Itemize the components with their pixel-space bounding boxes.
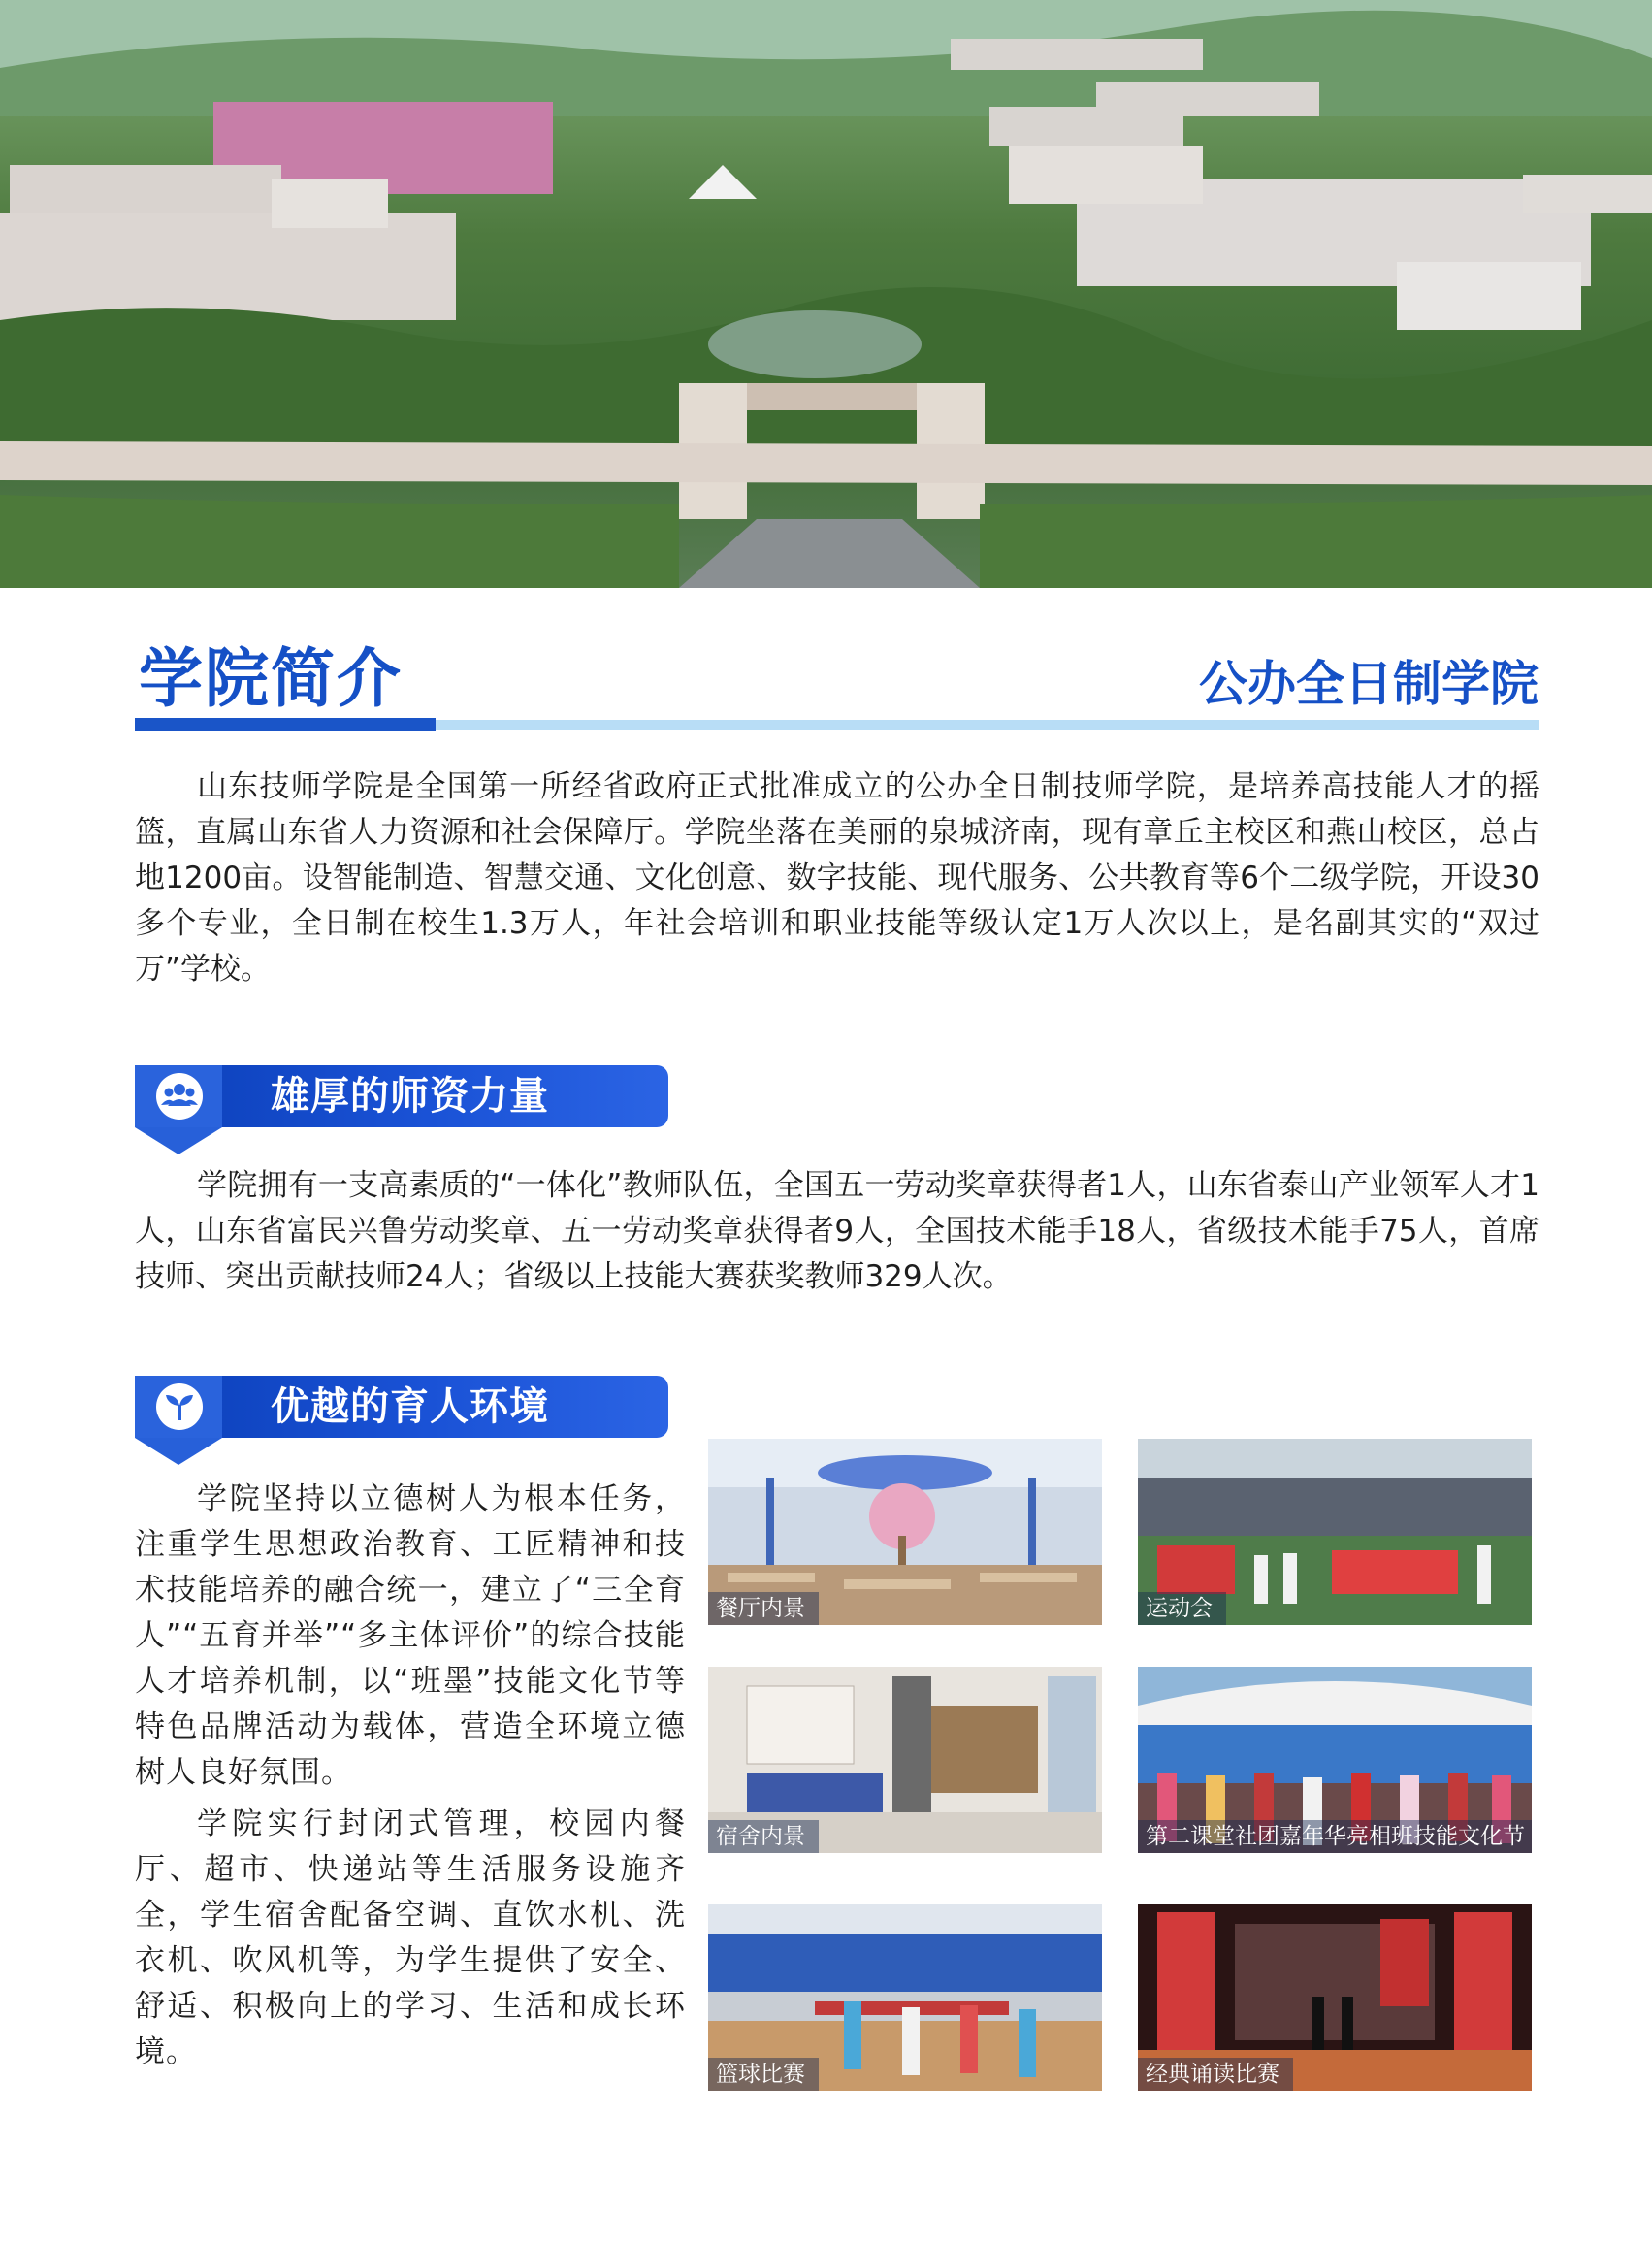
dorm-photo-caption: 宿舍内景 [708, 1820, 819, 1853]
environment-section-title: 优越的育人环境 [271, 1384, 549, 1429]
intro-section [135, 764, 1539, 992]
environment-paragraph-2: 学院实行封闭式管理，校园内餐厅、超市、快递站等生活服务设施齐全，学生宿舍配备空调、直饮水机、洗衣机、吹风机等，为学生提供了安全、舒适、积极向上的学习、生活和成长环境。 [135, 1806, 686, 2069]
page-title: 学院简介 [139, 640, 403, 716]
banner-notch [135, 1127, 222, 1154]
sprout-icon [135, 1376, 222, 1438]
campus-aerial-illustration [0, 0, 1652, 588]
faculty-section [135, 1163, 1539, 1300]
title-underline-light [436, 720, 1539, 730]
banner-notch [135, 1438, 222, 1465]
page-subtitle: 公办全日制学院 [1199, 655, 1539, 712]
faculty-section-banner [135, 1065, 668, 1127]
canteen-photo [708, 1439, 1102, 1625]
basketball-photo-caption: 篮球比赛 [708, 2058, 819, 2091]
title-underline-dark [135, 718, 436, 731]
environment-section-banner [135, 1376, 668, 1438]
recitation-photo-caption: 经典诵读比赛 [1138, 2058, 1293, 2091]
faculty-section-title: 雄厚的师资力量 [271, 1074, 549, 1119]
sports-meet-photo [1138, 1439, 1532, 1625]
festival-photo-caption: 第二课堂社团嘉年华亮相班技能文化节 [1138, 1820, 1532, 1853]
recitation-photo [1138, 1904, 1532, 2091]
basketball-photo [708, 1904, 1102, 2091]
campus-aerial-photo [0, 0, 1652, 588]
sports-meet-photo-caption: 运动会 [1138, 1592, 1226, 1625]
intro-paragraph: 山东技师学院是全国第一所经省政府正式批准成立的公办全日制技师学院，是培养高技能人才的摇篮，直属山东省人力资源和社会保障厅。学院坐落在美丽的泉城济南，现有章丘主校区和燕山校区，总占地1200亩。设智能制造、智慧交通、文化创意、数字技能、现代服务、公共教育等6个二级学院，开设30多个专业，全日制在校生1.3万人，年社会培训和职业技能等级认定1万人次以上，是名副其实的“双过万”学校。 [135, 769, 1539, 987]
people-icon [135, 1065, 222, 1127]
dorm-photo [708, 1667, 1102, 1853]
environment-section [135, 1477, 686, 2081]
canteen-photo-caption: 餐厅内景 [708, 1592, 819, 1625]
environment-paragraph-1: 学院坚持以立德树人为根本任务，注重学生思想政治教育、工匠精神和技术技能培养的融合统一，建立了“三全育人”“五育并举”“多主体评价”的综合技能人才培养机制，以“班墨”技能文化节等特色品牌活动为载体，营造全环境立德树人良好氛围。 [135, 1481, 686, 1790]
faculty-paragraph: 学院拥有一支高素质的“一体化”教师队伍，全国五一劳动奖章获得者1人，山东省泰山产业领军人才1人，山东省富民兴鲁劳动奖章、五一劳动奖章获得者9人，全国技术能手18人，省级技术能手75人，首席技师、突出贡献技师24人；省级以上技能大赛获奖教师329人次。 [135, 1168, 1539, 1294]
festival-photo [1138, 1667, 1532, 1853]
